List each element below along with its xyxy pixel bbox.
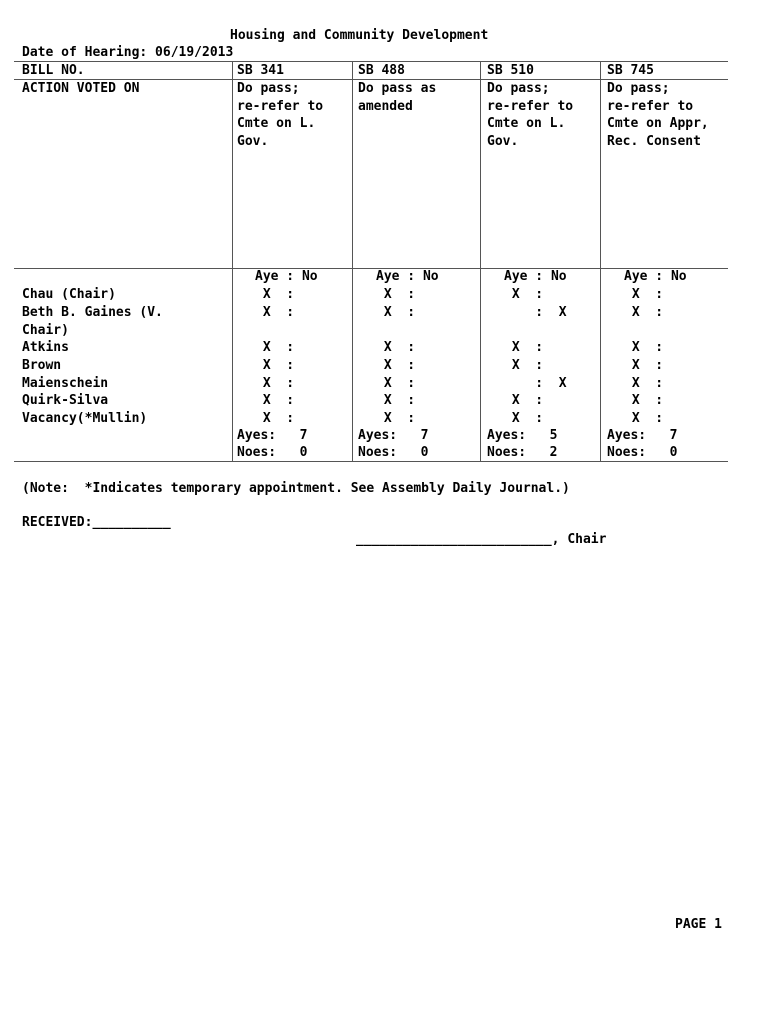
action-bottom-rule [14, 268, 728, 269]
member-name: Quirk-Silva [22, 393, 109, 408]
ayes-total: Ayes: 7 [237, 428, 308, 443]
ayes-total: Ayes: 7 [607, 428, 678, 443]
vote-cell: X : [376, 287, 416, 302]
vote-cell: X : [504, 393, 544, 408]
vote-header: Aye : No [504, 269, 567, 284]
vote-cell: X : [255, 393, 295, 408]
hearing-date: Date of Hearing: 06/19/2013 [22, 45, 234, 60]
bill-action: Do pass; re-refer to Cmte on L. Gov. [237, 81, 324, 149]
bill-number: SB 341 [237, 63, 284, 78]
member-name: Atkins [22, 340, 69, 355]
bill-no-label: BILL NO. [22, 63, 85, 78]
noes-total: Noes: 0 [358, 445, 429, 460]
bill-number: SB 510 [487, 63, 534, 78]
committee-title: Housing and Community Development [230, 28, 489, 43]
bill-number: SB 488 [358, 63, 405, 78]
bill-action: Do pass as amended [358, 81, 437, 114]
vote-cell: X : [624, 287, 664, 302]
vote-cell: X : [255, 287, 295, 302]
member-name: Brown [22, 358, 62, 373]
noes-total: Noes: 0 [607, 445, 678, 460]
vote-cell: X : [376, 358, 416, 373]
noes-total: Noes: 2 [487, 445, 558, 460]
vote-cell: X : [376, 376, 416, 391]
vote-cell: X : [376, 305, 416, 320]
vote-cell: X : [376, 411, 416, 426]
vote-cell: X : [624, 340, 664, 355]
vote-cell: : X [504, 376, 567, 391]
member-name: Beth B. Gaines (V. Chair) [22, 305, 163, 338]
vote-cell: X : [624, 411, 664, 426]
action-voted-on-label: ACTION VOTED ON [22, 81, 140, 96]
member-name: Maienschein [22, 376, 109, 391]
vote-header: Aye : No [624, 269, 687, 284]
ayes-total: Ayes: 5 [487, 428, 558, 443]
column-divider [480, 61, 481, 461]
vote-cell: X : [624, 376, 664, 391]
column-divider [600, 61, 601, 461]
vote-cell: X : [624, 358, 664, 373]
vote-cell: X : [376, 340, 416, 355]
column-divider [232, 61, 233, 461]
vote-cell: X : [504, 340, 544, 355]
vote-cell: X : [624, 305, 664, 320]
bill-number: SB 745 [607, 63, 654, 78]
vote-cell: X : [504, 287, 544, 302]
noes-total: Noes: 0 [237, 445, 308, 460]
ayes-total: Ayes: 7 [358, 428, 429, 443]
bill-action: Do pass; re-refer to Cmte on L. Gov. [487, 81, 574, 149]
note-text: (Note: *Indicates temporary appointment. See Assembly Daily Journal.) [22, 481, 570, 496]
table-bottom-rule [14, 461, 728, 462]
member-name: Vacancy(*Mullin) [22, 411, 148, 426]
vote-cell: X : [255, 411, 295, 426]
column-divider [352, 61, 353, 461]
vote-cell: X : [255, 358, 295, 373]
vote-cell: X : [504, 358, 544, 373]
vote-cell: : X [504, 305, 567, 320]
vote-header: Aye : No [376, 269, 439, 284]
received-line: RECEIVED:__________ [22, 515, 171, 530]
vote-header: Aye : No [255, 269, 318, 284]
chair-signature-line: _________________________, Chair [356, 532, 607, 547]
vote-cell: X : [255, 340, 295, 355]
member-name: Chau (Chair) [22, 287, 116, 302]
vote-cell: X : [376, 393, 416, 408]
vote-cell: X : [624, 393, 664, 408]
bill-action: Do pass; re-refer to Cmte on Appr, Rec. Consent [607, 81, 709, 149]
page-number: PAGE 1 [675, 917, 722, 932]
vote-cell: X : [255, 376, 295, 391]
vote-cell: X : [255, 305, 295, 320]
vote-cell: X : [504, 411, 544, 426]
